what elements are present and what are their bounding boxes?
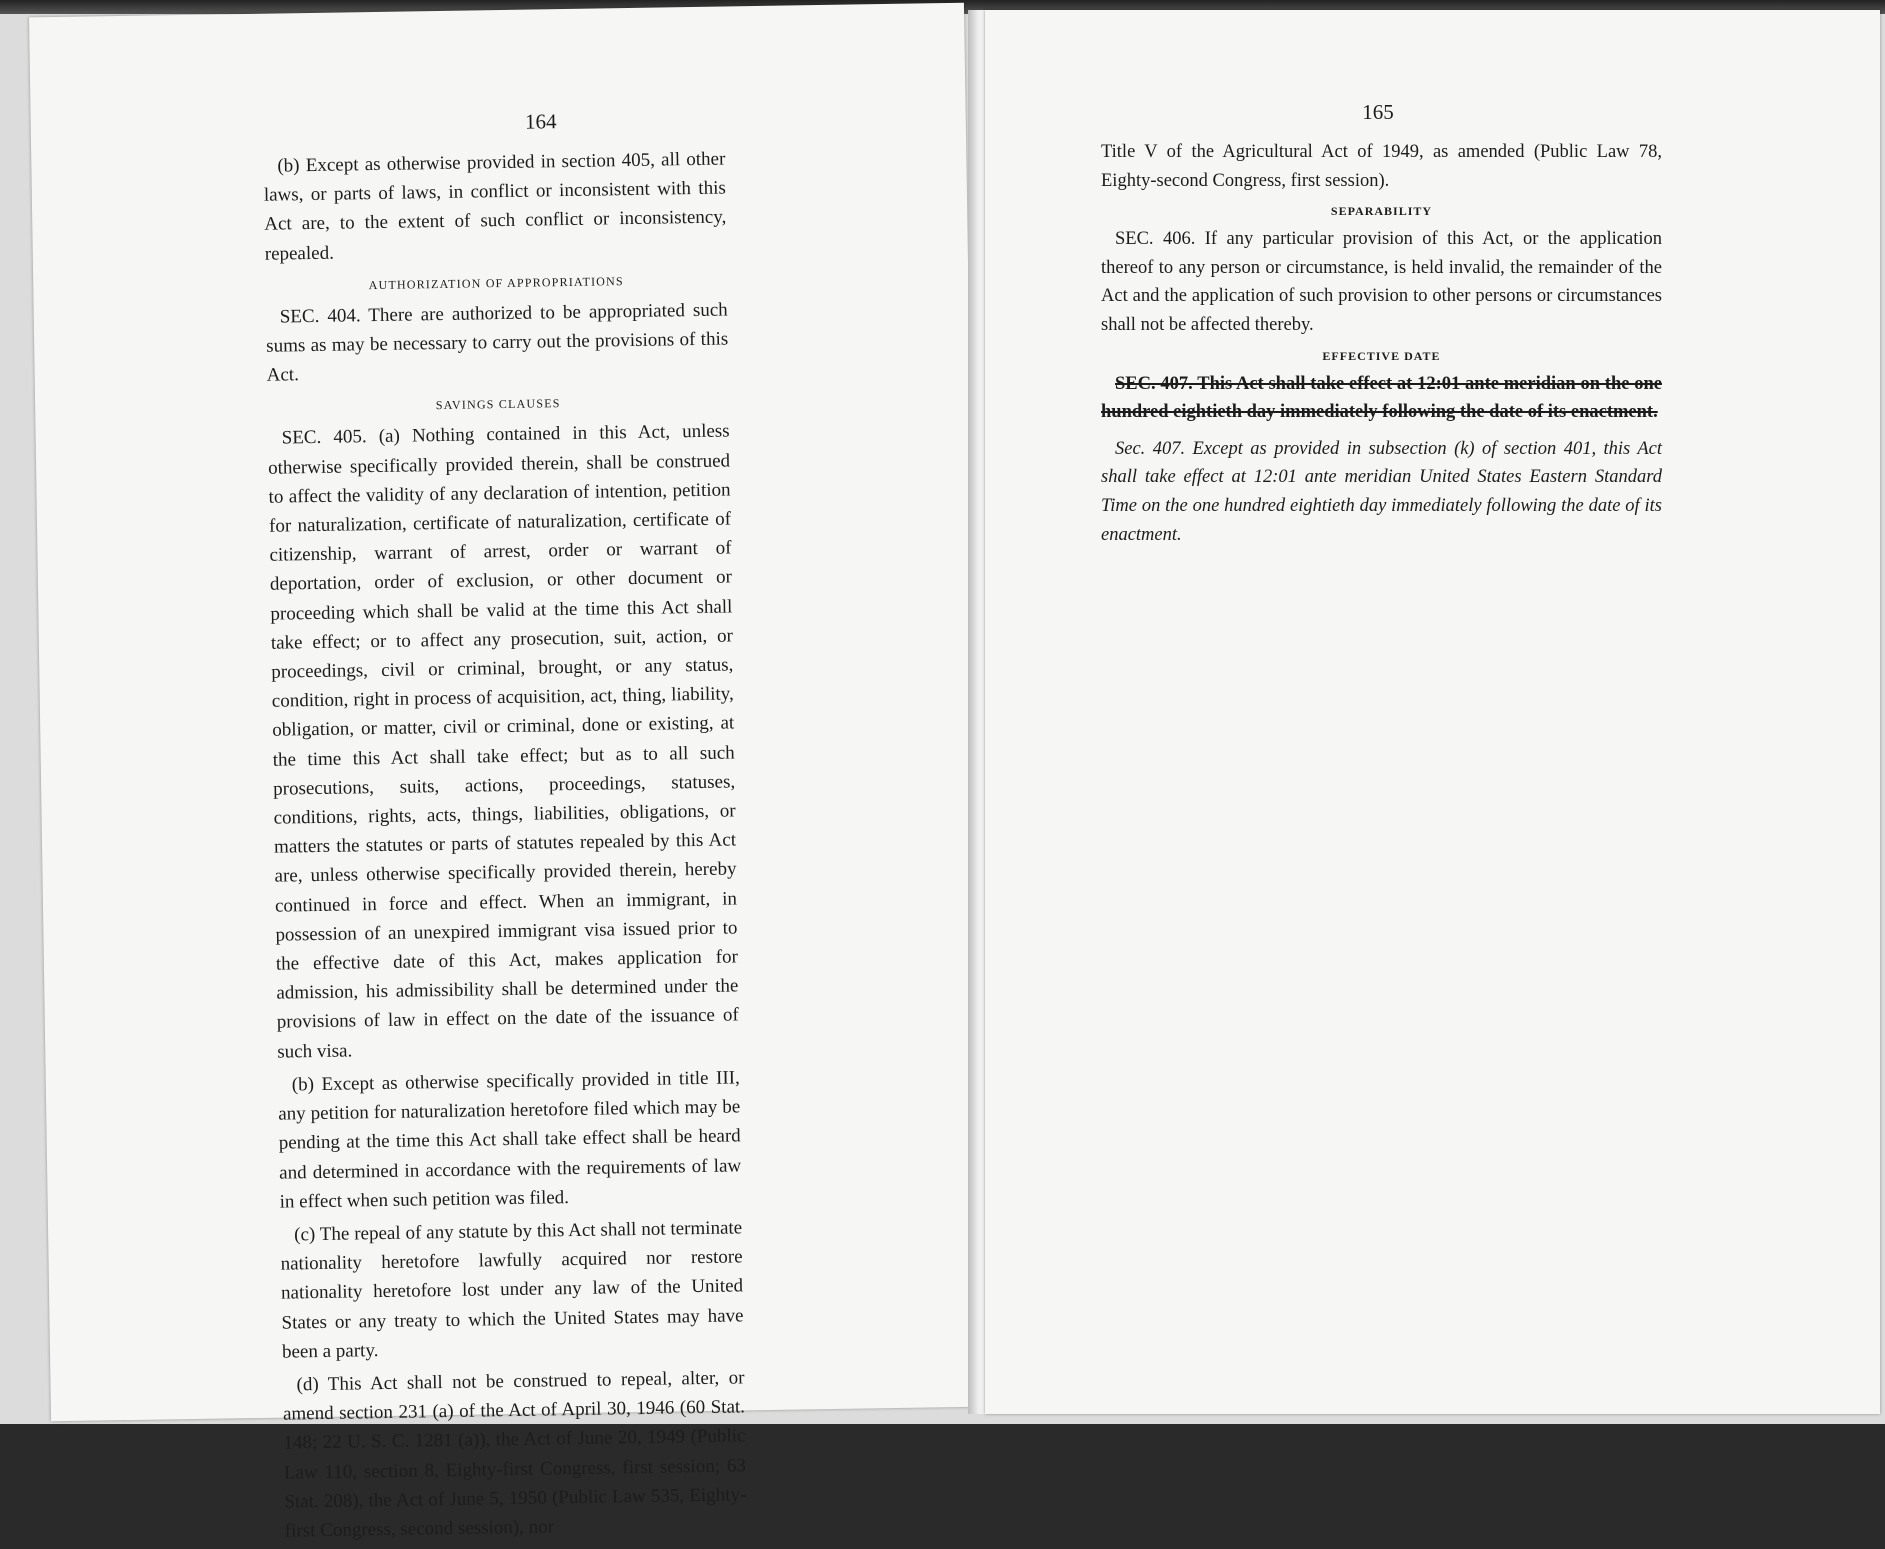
section-406: SEC. 406. If any particular provision of this Act, or the application thereof to any person or circumstance, is held invalid, the remainder of the Act and the application of such provision to other persons or circumstances shall not be affected thereby. [1101,229,1662,335]
page-number-left: 164 [524,109,557,134]
heading-effective-date: EFFECTIVE DATE [1322,348,1441,363]
left-page-body [263,145,747,1546]
right-page-body [1101,138,1662,549]
left-page [29,3,986,1542]
heading-separability: SEPARABILITY [1330,204,1433,219]
section-407-amended: Sec. 407. Except as provided in subsection (k) of section 401, this Act shall take effect at 12:01 ante meridian United States Eastern Standard Time on the one hundred eightieth day immediately following the date of its enactment. [1101,438,1662,545]
section-405-a: SEC. 405. (a) Nothing contained in this Act, unless otherwise specifically provided therein, shall be construed to affect the validity of any declaration of intention, petition for naturalization, certificate of naturalization, certificate of citizenship, warrant of arrest, order or warrant of deportation, order of exclusion, or other document or proceeding which shall be valid at the time this Act shall take effect; or to affect any prosecution, suit, action, or proceedings, civil or criminal, brought, or any status, condition, right in process of acquisition, act, thing, liability, obligation, or matter, civil or criminal, done or existing, at the time this Act shall take effect; but as to all such prosecutions, suits, actions, proceedings, statuses, conditions, rights, acts, things, liabilities, obligations, or matters the statutes or parts of statutes repealed by this Act are, unless otherwise specifically provided therein, hereby continued in force and effect. When an immigrant, in possession of an unexpired immigrant visa issued prior to the effective date of this Act, makes application for admission, his admissibility shall be determined under the provisions of law in effect on the date of the issuance of such visa. [267,420,739,1063]
heading-savings-clauses: SAVINGS CLAUSES [435,396,561,413]
heading-appropriations: AUTHORIZATION OF APPROPRIATIONS [368,273,624,292]
page-number-right: 165 [1362,100,1394,124]
para-b-repeal: (b) Except as otherwise provided in section 405, all other laws, or parts of laws, in conflict or inconsistent with this Act are, to the extent of such conflict or inconsistency, repealed. [263,148,727,265]
section-404: SEC. 404. There are authorized to be appropriated such sums as may be necessary to carry out the provisions of this Act. [266,299,729,386]
section-405-b: (b) Except as otherwise specifically provided in title III, any petition for naturalization heretofore filed which may be pending at the time this Act shall take effect shall be heard and determined in accordance with the requirements of law in effect when such petition was filed. [278,1067,742,1213]
continuation-text: Title V of the Agricultural Act of 1949, as amended (Public Law 78, Eighty-second Congress, first session). [1101,142,1662,191]
section-407-struck: SEC. 407. This Act shall take effect at 12:01 ante meridian on the one hundred eightieth day immediately following the date of its enactment. [1101,373,1662,423]
right-page [985,10,1880,1414]
section-405-d: (d) This Act shall not be construed to repeal, alter, or amend section 231 (a) of the Act of April 30, 1946 (60 Stat. 148; 22 U. S. C. 1281 (a)), the Act of June 20, 1949 (Public Law 110, section 8, Eighty-first Congress, first session; 63 Stat. 208), the Act of June 5, 1950 (Public Law 535, Eighty-first Congress, second session), nor [282,1367,747,1542]
section-405-c: (c) The repeal of any statute by this Act shall not terminate nationality heretofore lawfully acquired nor restore nationality heretofore lost under any law of the United States or any treaty to which the United States may have been a party. [280,1217,744,1363]
